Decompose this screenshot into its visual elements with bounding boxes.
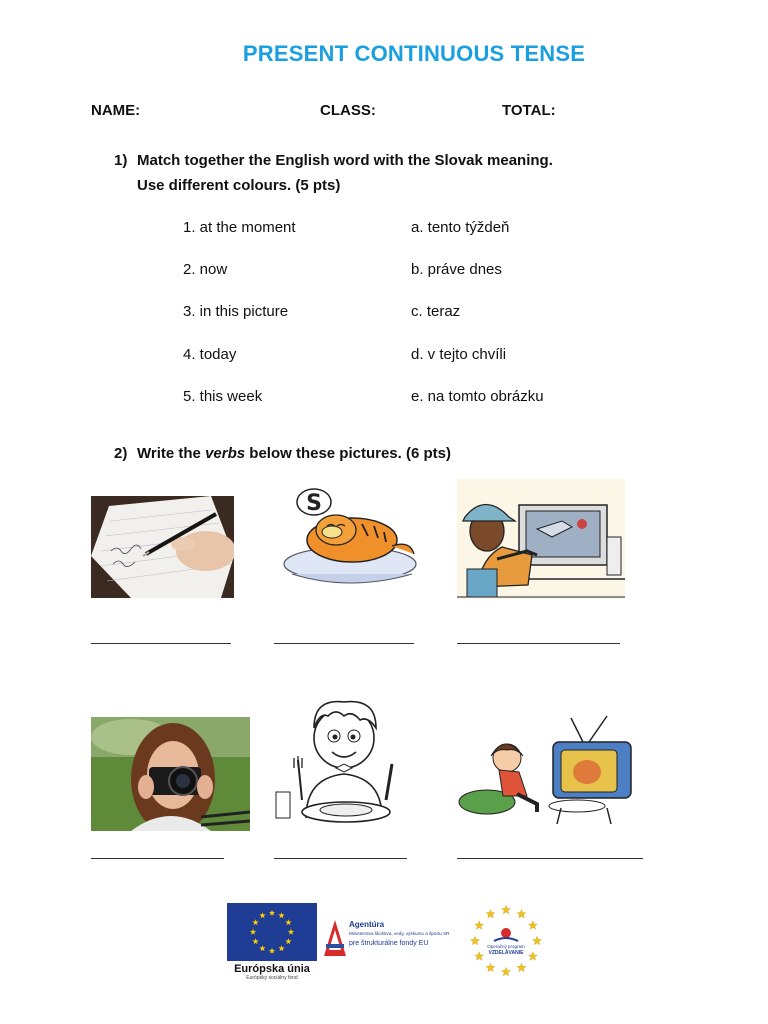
answer-line[interactable] (274, 643, 414, 644)
op-line2: VZDELÁVANIE (488, 950, 524, 956)
star-icon (475, 921, 484, 929)
agency-logo (324, 918, 458, 958)
english-item: 1. at the moment (183, 219, 296, 236)
agency-subtitle: Ministerstva školstva, vedy, výskumu a športu SR (349, 931, 450, 936)
answer-line[interactable] (91, 643, 231, 644)
boy-computer-picture (457, 479, 625, 599)
camera-picture (91, 717, 250, 831)
op-education-logo (470, 905, 542, 977)
star-icon (502, 905, 511, 913)
eating-boy-picture (274, 700, 414, 828)
writing-picture (91, 496, 234, 598)
page-title: PRESENT CONTINUOUS TENSE (242, 41, 586, 66)
total-label: TOTAL: (502, 102, 556, 119)
english-item: 4. today (183, 346, 237, 363)
q2-number: 2) (114, 445, 128, 462)
star-icon (486, 910, 495, 918)
star-icon (528, 921, 537, 929)
answer-line[interactable] (457, 858, 643, 859)
star-icon (502, 967, 511, 975)
name-label: NAME: (91, 102, 141, 119)
q2-text-before: Write the (137, 445, 206, 462)
answer-line[interactable] (274, 858, 407, 859)
q2-instruction (137, 445, 451, 462)
q1-instruction-line1: Match together the English word with the Slovak meaning. (137, 152, 553, 169)
q1-number: 1) (114, 152, 128, 169)
agency-title: Agentúra (349, 920, 385, 929)
agency-fund: pre štrukturálne fondy EU (349, 940, 429, 947)
eu-logo (227, 903, 317, 981)
star-icon (517, 963, 526, 971)
slovak-item: d. v tejto chvíli (411, 346, 507, 363)
watching-tv-picture (457, 712, 637, 828)
slovak-item: b. práve dnes (411, 261, 502, 278)
eu-subtitle: Európsky sociálny fond (246, 975, 298, 981)
answer-line[interactable] (91, 858, 224, 859)
english-item: 2. now (183, 261, 228, 278)
star-icon (517, 910, 526, 918)
sleeping-cat-picture (282, 484, 420, 588)
class-label: CLASS: (320, 102, 376, 119)
star-icon (486, 963, 495, 971)
english-item: 3. in this picture (183, 303, 289, 320)
english-item: 5. this week (183, 388, 263, 405)
slovak-item: e. na tomto obrázku (411, 388, 544, 405)
q2-emphasis: verbs (205, 445, 246, 462)
op-line1: Operačný program (487, 944, 525, 949)
slovak-item: a. tento týždeň (411, 219, 510, 236)
svg-text:S: S (306, 491, 322, 516)
q1-instruction-line2: Use different colours. (5 pts) (137, 177, 341, 194)
q2-text-after: below these pictures. (6 pts) (245, 445, 451, 462)
eu-label: Európska únia (234, 963, 310, 975)
slovak-item: c. teraz (411, 303, 461, 320)
answer-line[interactable] (457, 643, 620, 644)
